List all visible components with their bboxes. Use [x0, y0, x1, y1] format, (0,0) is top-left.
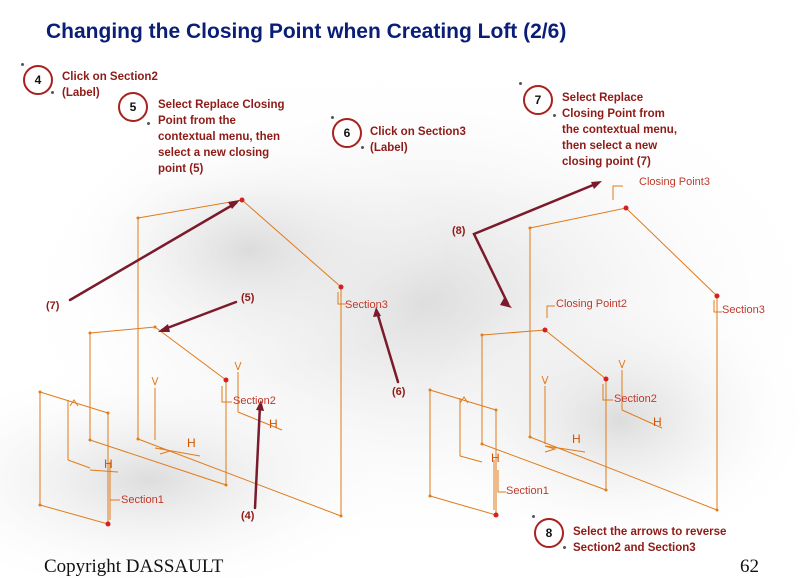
h-label: H [491, 451, 500, 465]
callout-arrow-8 [474, 183, 598, 304]
label-leader [222, 386, 232, 402]
closing-point-marker[interactable] [604, 377, 609, 382]
closing-point-marker[interactable] [339, 285, 344, 290]
section3-profile-left[interactable] [138, 200, 341, 516]
closing-point-marker[interactable] [224, 378, 229, 383]
section1-label-right[interactable]: Section1 [506, 485, 549, 497]
step-number-badge: 5 [118, 92, 148, 122]
section3-label-right[interactable]: Section3 [722, 304, 765, 316]
section3-label-left[interactable]: Section3 [345, 299, 388, 311]
callout-arrow-5 [162, 302, 236, 330]
callout-arrow-6 [377, 312, 398, 382]
section1-profile-left[interactable] [40, 392, 108, 524]
section2-label-right[interactable]: Section2 [614, 393, 657, 405]
step-4-text: Click on Section2 (Label) [62, 71, 158, 99]
section1-label-left[interactable]: Section1 [121, 494, 164, 506]
closing-point-marker[interactable] [494, 513, 499, 518]
h-label: H [572, 432, 581, 446]
h-label: H [187, 436, 196, 450]
copyright-footer: Copyright DASSAULT [44, 556, 224, 577]
step-5-text: Select Replace Closing Point from the contextual menu, then select a new closing point (5) [158, 99, 285, 175]
h-label: H [104, 457, 113, 471]
section2-label-left[interactable]: Section2 [233, 395, 276, 407]
label-leader [547, 306, 555, 318]
callout-4: (4) [241, 510, 255, 522]
section1-profile-right[interactable] [430, 390, 496, 515]
step-7-text: Select Replace Closing Point from the contextual menu, then select a new closing point (7) [562, 92, 678, 168]
callout-5: (5) [241, 292, 255, 304]
section3-profile-right[interactable] [530, 208, 717, 510]
closing-point-marker[interactable] [624, 206, 629, 211]
callout-arrow-7-left [70, 203, 236, 300]
label-leader [110, 480, 120, 500]
label-leader [714, 300, 722, 312]
closing-point2-label[interactable]: Closing Point2 [556, 298, 627, 310]
step-6-text: Click on Section3 (Label) [370, 126, 466, 154]
callout-7-left: (7) [46, 300, 60, 312]
page-number: 62 [740, 556, 759, 577]
step-number-badge: 4 [23, 65, 53, 95]
step-number-badge: 7 [523, 85, 553, 115]
h-label: H [653, 415, 662, 429]
closing-point-marker[interactable] [240, 198, 245, 203]
step-8-text: Select the arrows to reverse Section2 and Section3 [573, 526, 727, 554]
closing-point3-label[interactable]: Closing Point3 [639, 176, 710, 188]
label-leader [613, 186, 623, 200]
closing-point-marker[interactable] [715, 294, 720, 299]
step-number-badge: 8 [534, 518, 564, 548]
section2-profile-right[interactable] [482, 330, 606, 490]
label-leader [603, 384, 613, 400]
label-leader [498, 470, 506, 492]
slide-title: Changing the Closing Point when Creating Loft (2/6) [46, 20, 567, 43]
closing-point-marker[interactable] [106, 522, 111, 527]
step-number-badge: 6 [332, 118, 362, 148]
callout-6: (6) [392, 386, 406, 398]
callout-8: (8) [452, 225, 466, 237]
h-label: H [269, 417, 278, 431]
closing-point-marker[interactable] [543, 328, 548, 333]
